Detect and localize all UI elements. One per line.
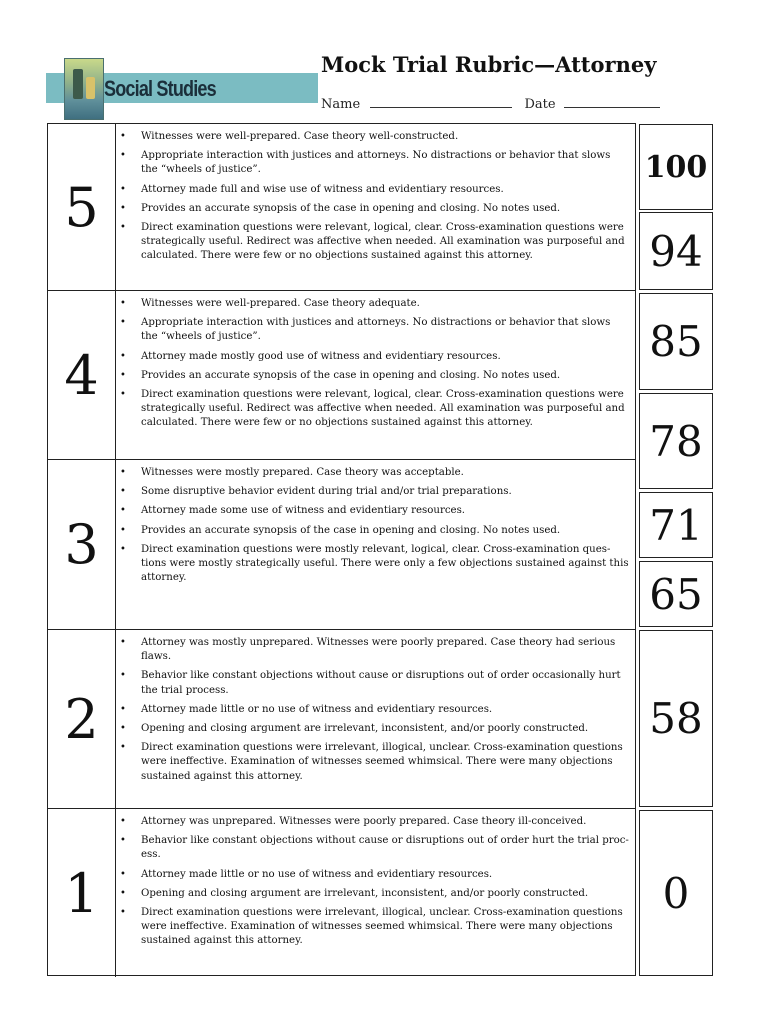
level-number: 2 [48,630,116,808]
name-label: Name [321,97,361,112]
criterion: • Behavior like constant objections without cause or disruptions out of order hurt the trial proc-ess. [141,834,629,862]
criterion: • Witnesses were well-prepared. Case theory well-constructed. [141,130,629,144]
criterion: • Appropriate interaction with justices and attorneys. No distractions or behavior that slows the “wheels of justice”. [141,316,629,344]
criterion: • Attorney made little or no use of witness and evidentiary resources. [141,868,629,882]
criteria-list [115,636,635,808]
criterion: • Attorney made mostly good use of witness and evidentiary resources. [141,350,629,364]
rubric-row-2 [48,630,635,809]
rubric-row-1 [48,809,635,977]
criteria-list [115,297,635,459]
criterion: • Attorney was unprepared. Witnesses were poorly prepared. Case theory ill-conceived. [141,815,629,829]
name-field[interactable] [370,96,512,108]
criterion: • Opening and closing argument are irrelevant, inconsistent, and/or poorly constructed. [141,722,629,736]
level-number: 5 [48,124,116,290]
criterion: • Attorney was mostly unprepared. Witnesses were poorly prepared. Case theory had serious flaws. [141,636,629,664]
score-box-65: 65 [639,561,713,627]
page-title: Mock Trial Rubric—Attorney [321,52,657,77]
criterion: • Provides an accurate synopsis of the case in opening and closing. No notes used. [141,369,629,383]
criterion: • Attorney made little or no use of witness and evidentiary resources. [141,703,629,717]
criterion: • Attorney made full and wise use of witness and evidentiary resources. [141,183,629,197]
criterion: • Behavior like constant objections without cause or disruptions out of order occasionally hurt the trial process. [141,669,629,697]
criterion: • Attorney made some use of witness and evidentiary resources. [141,504,629,518]
logo-text: Social Studies [104,76,216,101]
level-number: 1 [48,809,116,977]
criterion: • Witnesses were well-prepared. Case theory adequate. [141,297,629,311]
criterion: • Witnesses were mostly prepared. Case theory was acceptable. [141,466,629,480]
score-box-85: 85 [639,293,713,390]
criterion: • Direct examination questions were mostly relevant, logical, clear. Cross-examination ques-tions were mostly strategically useful. There were only a few objections sustained against this attorney. [141,543,629,586]
criterion: • Opening and closing argument are irrelevant, inconsistent, and/or poorly constructed. [141,887,629,901]
criteria-list [115,815,635,977]
criteria-list [115,130,635,290]
criterion: • Appropriate interaction with justices and attorneys. No distractions or behavior that slows the “wheels of justice”. [141,149,629,177]
score-box-100: 100 [639,124,713,210]
criteria-list [115,466,635,629]
rubric-row-4 [48,291,635,460]
score-box-78: 78 [639,393,713,489]
score-box-94: 94 [639,212,713,290]
criterion: • Provides an accurate synopsis of the case in opening and closing. No notes used. [141,202,629,216]
score-box-0: 0 [639,810,713,976]
score-box-58: 58 [639,630,713,807]
date-label: Date [524,97,556,112]
criterion: • Direct examination questions were relevant, logical, clear. Cross-examination questions were strategically useful. Redirect was affective when needed. All examination was purposeful and calculated. There were few or no objections sustained against this attorney. [141,221,629,264]
criterion: • Provides an accurate synopsis of the case in opening and closing. No notes used. [141,524,629,538]
criterion: • Direct examination questions were irrelevant, illogical, unclear. Cross-examination questions were ineffective. Examination of witnesses seemed whimsical. There were many objections sustained against this attorney. [141,741,629,784]
rubric-table [47,123,636,976]
criterion: • Direct examination questions were relevant, logical, clear. Cross-examination questions were strategically useful. Redirect was affective when needed. All examination was purposeful and calculated. There were few or no objections sustained against this attorney. [141,388,629,431]
name-date-line [321,96,660,112]
criterion: • Direct examination questions were irrelevant, illogical, unclear. Cross-examination questions were ineffective. Examination of witnesses seemed whimsical. There were many objections sustained against this attorney. [141,906,629,949]
social-studies-logo-icon [64,58,104,120]
level-number: 3 [48,460,116,629]
score-box-71: 71 [639,492,713,558]
date-field[interactable] [564,96,660,108]
rubric-row-5 [48,124,635,291]
level-number: 4 [48,291,116,459]
criterion: • Some disruptive behavior evident during trial and/or trial preparations. [141,485,629,499]
rubric-row-3 [48,460,635,630]
